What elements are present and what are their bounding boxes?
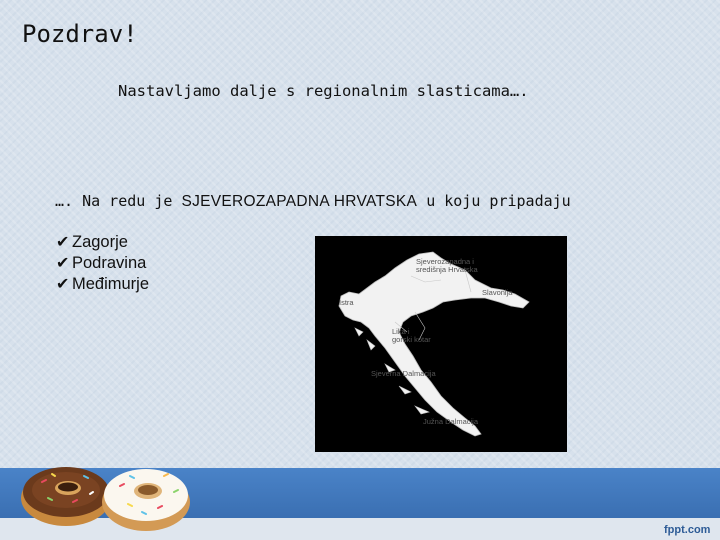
list-item-label: Međimurje <box>72 275 150 293</box>
map-label-south-dalmatia: Južna Dalmacija <box>423 417 479 426</box>
intro-suffix: u koju pripadaju <box>417 192 571 210</box>
croatia-map-image <box>315 236 567 452</box>
map-label-lika: Lika i gorski kotar <box>392 327 431 344</box>
slide-title: Pozdrav! <box>22 20 138 48</box>
map-label-istra: Istra <box>339 298 354 307</box>
checkmark-icon: ✔ <box>56 234 70 251</box>
slide-subtitle: Nastavljamo dalje s regionalnim slasticama…. <box>118 82 529 100</box>
checkmark-icon: ✔ <box>56 255 70 272</box>
checkmark-icon: ✔ <box>56 276 70 293</box>
map-label-slavonia: Slavonija <box>482 288 513 297</box>
croatia-land <box>339 252 529 436</box>
list-item-label: Zagorje <box>72 233 128 251</box>
intro-region: SJEVEROZAPADNA HRVATSKA <box>181 193 418 210</box>
region-list <box>56 232 149 295</box>
donuts-illustration <box>18 440 190 535</box>
intro-text <box>55 192 571 211</box>
list-item <box>56 232 149 253</box>
map-label-northwest: Sjeverozapadna i središnja Hrvatska <box>416 257 478 274</box>
map-label-north-dalmatia: Sjeverna Dalmacija <box>371 369 436 378</box>
intro-prefix: …. Na redu je <box>55 192 182 210</box>
list-item <box>56 274 149 295</box>
list-item-label: Podravina <box>72 254 147 272</box>
list-item <box>56 253 149 274</box>
footer-brand: fppt.com <box>664 524 711 536</box>
